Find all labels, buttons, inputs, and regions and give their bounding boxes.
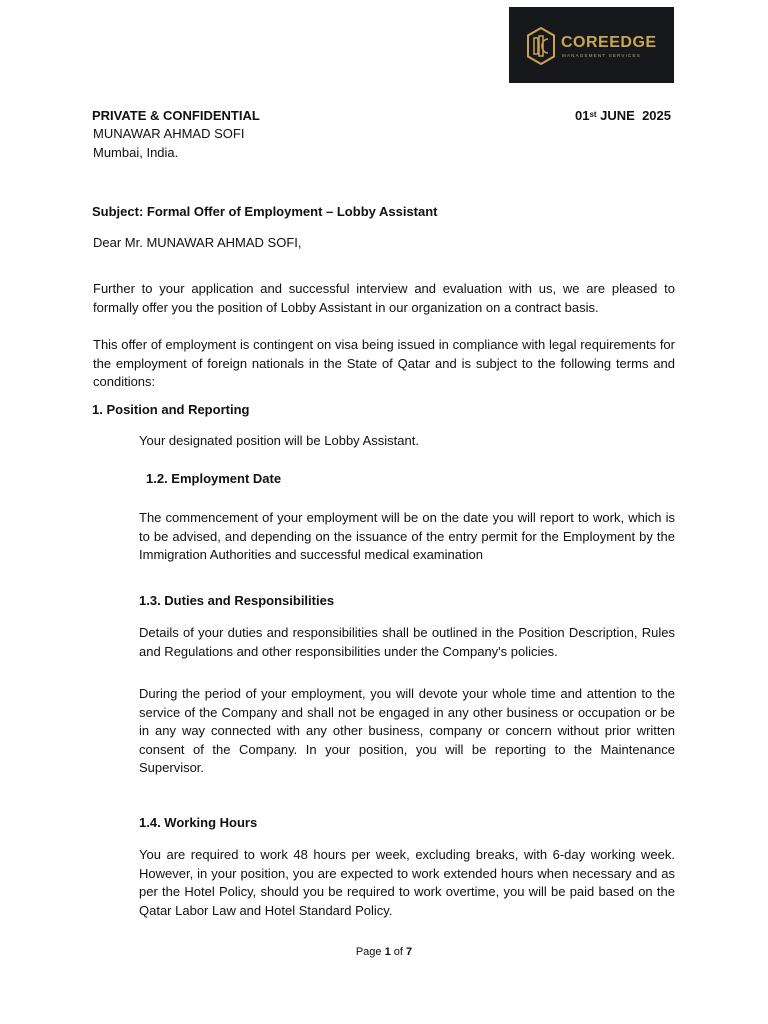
section-heading-employment-date: 1.2. Employment Date — [146, 471, 282, 486]
page-label: Page — [355, 946, 385, 958]
section-heading-duties: 1.3. Duties and Responsibilities — [139, 593, 335, 608]
date-suffix: st — [589, 110, 597, 119]
date-rest: JUNE 2025 — [596, 108, 671, 123]
section-body-employment-date: The commencement of your employment will be on the date you will report to work, which is to be advised, and depending on the issuance of the entry permit for the Employment by the Immigration Authorities and successful medical examination — [139, 510, 675, 562]
intro-paragraph: Further to your application and successful interview and evaluation with us, we are pleased to formally offer you the position of Lobby Assistant in our organization on a contract basis. — [93, 281, 675, 315]
logo-tagline: MANAGEMENT SERVICES — [562, 53, 641, 58]
page-footer — [0, 946, 768, 958]
section-heading-position: 1. Position and Reporting — [92, 402, 250, 417]
company-logo — [509, 7, 674, 83]
page-total: 7 — [406, 946, 413, 958]
section-body-working-hours: You are required to work 48 hours per week, excluding breaks, with 6-day working week. However, in your position, you are expected to work extended hours when necessary and as per the Hotel Policy, should you be required to work overtime, you will be paid based on the Qatar Labor Law and Hotel Standard Policy. — [139, 847, 675, 918]
recipient-name: MUNAWAR AHMAD SOFI — [93, 126, 245, 141]
page-number: 1 — [384, 946, 391, 958]
intro-paragraph: This offer of employment is contingent on visa being issued in compliance with legal requirements for the employment of foreign nationals in the State of Qatar and is subject to the following terms and conditions: — [93, 337, 675, 389]
section-body-duties-continued: During the period of your employment, you will devote your whole time and attention to the service of the Company and shall not be engaged in any other business or occupation or be in any way connected with any other business, company or concern without prior written consent of the Company. In your position, you will be reporting to the Maintenance Supervisor. — [139, 686, 675, 775]
date-day: 01 — [574, 108, 590, 123]
section-body-duties: Details of your duties and responsibilities shall be outlined in the Position Description, Rules and Regulations and other responsibilities under the Company's policies. — [139, 625, 675, 659]
logo-emblem-icon — [526, 27, 556, 65]
section-body-position: Your designated position will be Lobby Assistant. — [139, 433, 419, 448]
confidential-label: PRIVATE & CONFIDENTIAL — [92, 108, 260, 123]
salutation: Dear Mr. MUNAWAR AHMAD SOFI, — [93, 235, 302, 250]
recipient-location: Mumbai, India. — [93, 145, 179, 160]
page-of-label: of — [390, 946, 407, 958]
letter-date — [575, 107, 671, 126]
section-heading-working-hours: 1.4. Working Hours — [139, 815, 258, 830]
subject-line: Subject: Formal Offer of Employment – Lobby Assistant — [92, 204, 438, 219]
logo-name: COREEDGE — [561, 34, 657, 51]
